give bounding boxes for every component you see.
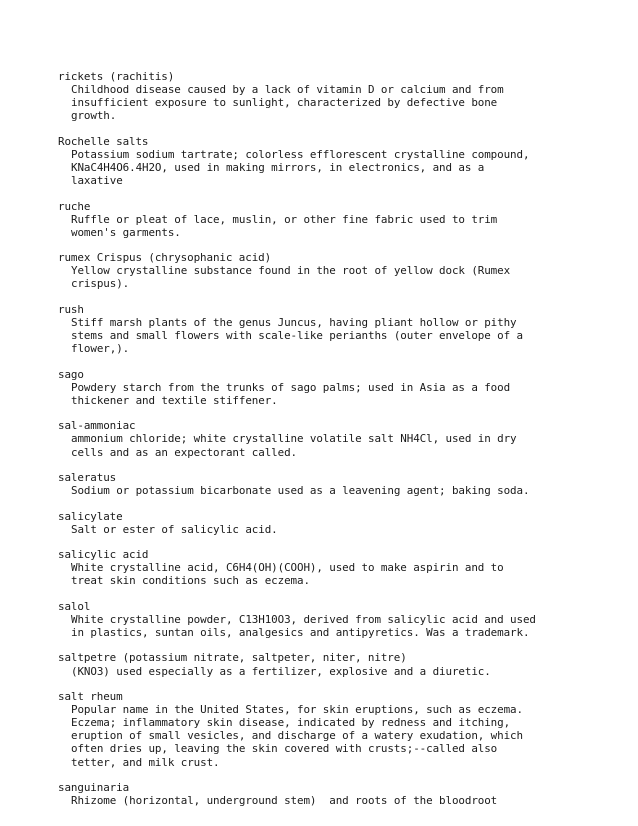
glossary-entries xyxy=(58,70,618,820)
entry-definition-line: KNaC4H4O6.4H2O, used in making mirrors, in electronics, and as a xyxy=(71,160,485,174)
glossary-entry xyxy=(58,781,618,807)
entry-term: rickets (rachitis) xyxy=(58,70,175,83)
glossary-entry xyxy=(58,651,618,677)
glossary-entry xyxy=(58,690,618,769)
entry-definition-line: eruption of small vesicles, and discharge of a watery exudation, which xyxy=(71,729,523,743)
entry-term: salicylate xyxy=(58,509,123,523)
entry-term: sanguinaria xyxy=(58,781,130,795)
glossary-entry xyxy=(58,200,618,239)
entry-definition-line: Salt or ester of salicylic acid. xyxy=(71,522,278,536)
entry-term: saleratus xyxy=(58,470,117,484)
glossary-entry xyxy=(58,419,618,458)
entry-term: sago xyxy=(58,367,84,381)
entry-definition-line: Eczema; inflammatory skin disease, indicated by redness and itching, xyxy=(71,716,511,730)
entry-definition-line: White crystalline acid, C6H4(OH)(COOH), used to make aspirin and to xyxy=(71,561,504,575)
entry-definition-line: Potassium sodium tartrate; colorless efflorescent crystalline compound, xyxy=(71,147,530,161)
glossary-entry xyxy=(58,471,618,497)
entry-definition-line: treat skin conditions such as eczema. xyxy=(71,574,310,588)
entry-definition-line: tetter, and milk crust. xyxy=(71,755,220,769)
entry-term: Rochelle salts xyxy=(58,134,149,148)
entry-definition-line: crispus). xyxy=(71,277,130,291)
glossary-entry xyxy=(58,600,618,639)
glossary-entry xyxy=(58,510,618,536)
entry-definition-line: (KNO3) used especially as a fertilizer, explosive and a diuretic. xyxy=(71,664,491,678)
entry-definition-line: stems and small flowers with scale-like perianths (outer envelope of a xyxy=(71,329,523,343)
entry-term: salt rheum xyxy=(58,690,123,704)
glossary-entry xyxy=(58,303,618,355)
entry-definition-line: women's garments. xyxy=(71,225,181,239)
glossary-entry xyxy=(58,548,618,587)
entry-definition-line: insufficient exposure to sunlight, characterized by defective bone xyxy=(71,96,498,110)
entry-definition-line: Yellow crystalline substance found in the root of yellow dock (Rumex xyxy=(71,264,511,278)
entry-definition-line: flower,). xyxy=(71,342,130,356)
entry-term: sal-ammoniac xyxy=(58,419,136,433)
entry-definition-line: White crystalline powder, C13H10O3, derived from salicylic acid and used xyxy=(71,612,536,626)
entry-definition-line: in plastics, suntan oils, analgesics and antipyretics. Was a trademark. xyxy=(71,626,530,639)
entry-definition-line: laxative xyxy=(71,174,123,188)
entry-term: salol xyxy=(58,599,91,613)
entry-term: ruche xyxy=(58,199,91,213)
entry-definition-line: Popular name in the United States, for skin eruptions, such as eczema. xyxy=(71,703,523,717)
entry-term: rush xyxy=(58,302,84,316)
entry-definition-line: Rhizome (horizontal, underground stem) and roots of the bloodroot xyxy=(71,794,498,808)
entry-term: salicylic acid xyxy=(58,548,149,562)
glossary-entry xyxy=(58,251,618,290)
entry-definition-line: cells and as an expectorant called. xyxy=(71,445,297,459)
entry-definition-line: Ruffle or pleat of lace, muslin, or other fine fabric used to trim xyxy=(71,212,498,226)
entry-term: rumex Crispus (chrysophanic acid) xyxy=(58,251,272,265)
entry-term: saltpetre (potassium nitrate, saltpeter, niter, nitre) xyxy=(58,651,407,665)
entry-definition-line: often dries up, leaving the skin covered with crusts;--called also xyxy=(71,742,498,756)
entry-definition-line: Childhood disease caused by a lack of vitamin D or calcium and from xyxy=(71,83,504,97)
entry-definition-line: Sodium or potassium bicarbonate used as a leavening agent; baking soda. xyxy=(71,484,530,498)
glossary-entry xyxy=(58,70,618,122)
entry-definition-line: Powdery starch from the trunks of sago palms; used in Asia as a food xyxy=(71,380,511,394)
entry-definition-line: growth. xyxy=(71,109,117,123)
entry-definition-line: Stiff marsh plants of the genus Juncus, having pliant hollow or pithy xyxy=(71,315,517,329)
glossary-entry xyxy=(58,368,618,407)
glossary-entry xyxy=(58,135,618,187)
entry-definition-line: ammonium chloride; white crystalline volatile salt NH4Cl, used in dry xyxy=(71,432,517,446)
entry-definition-line: thickener and textile stiffener. xyxy=(71,393,278,407)
